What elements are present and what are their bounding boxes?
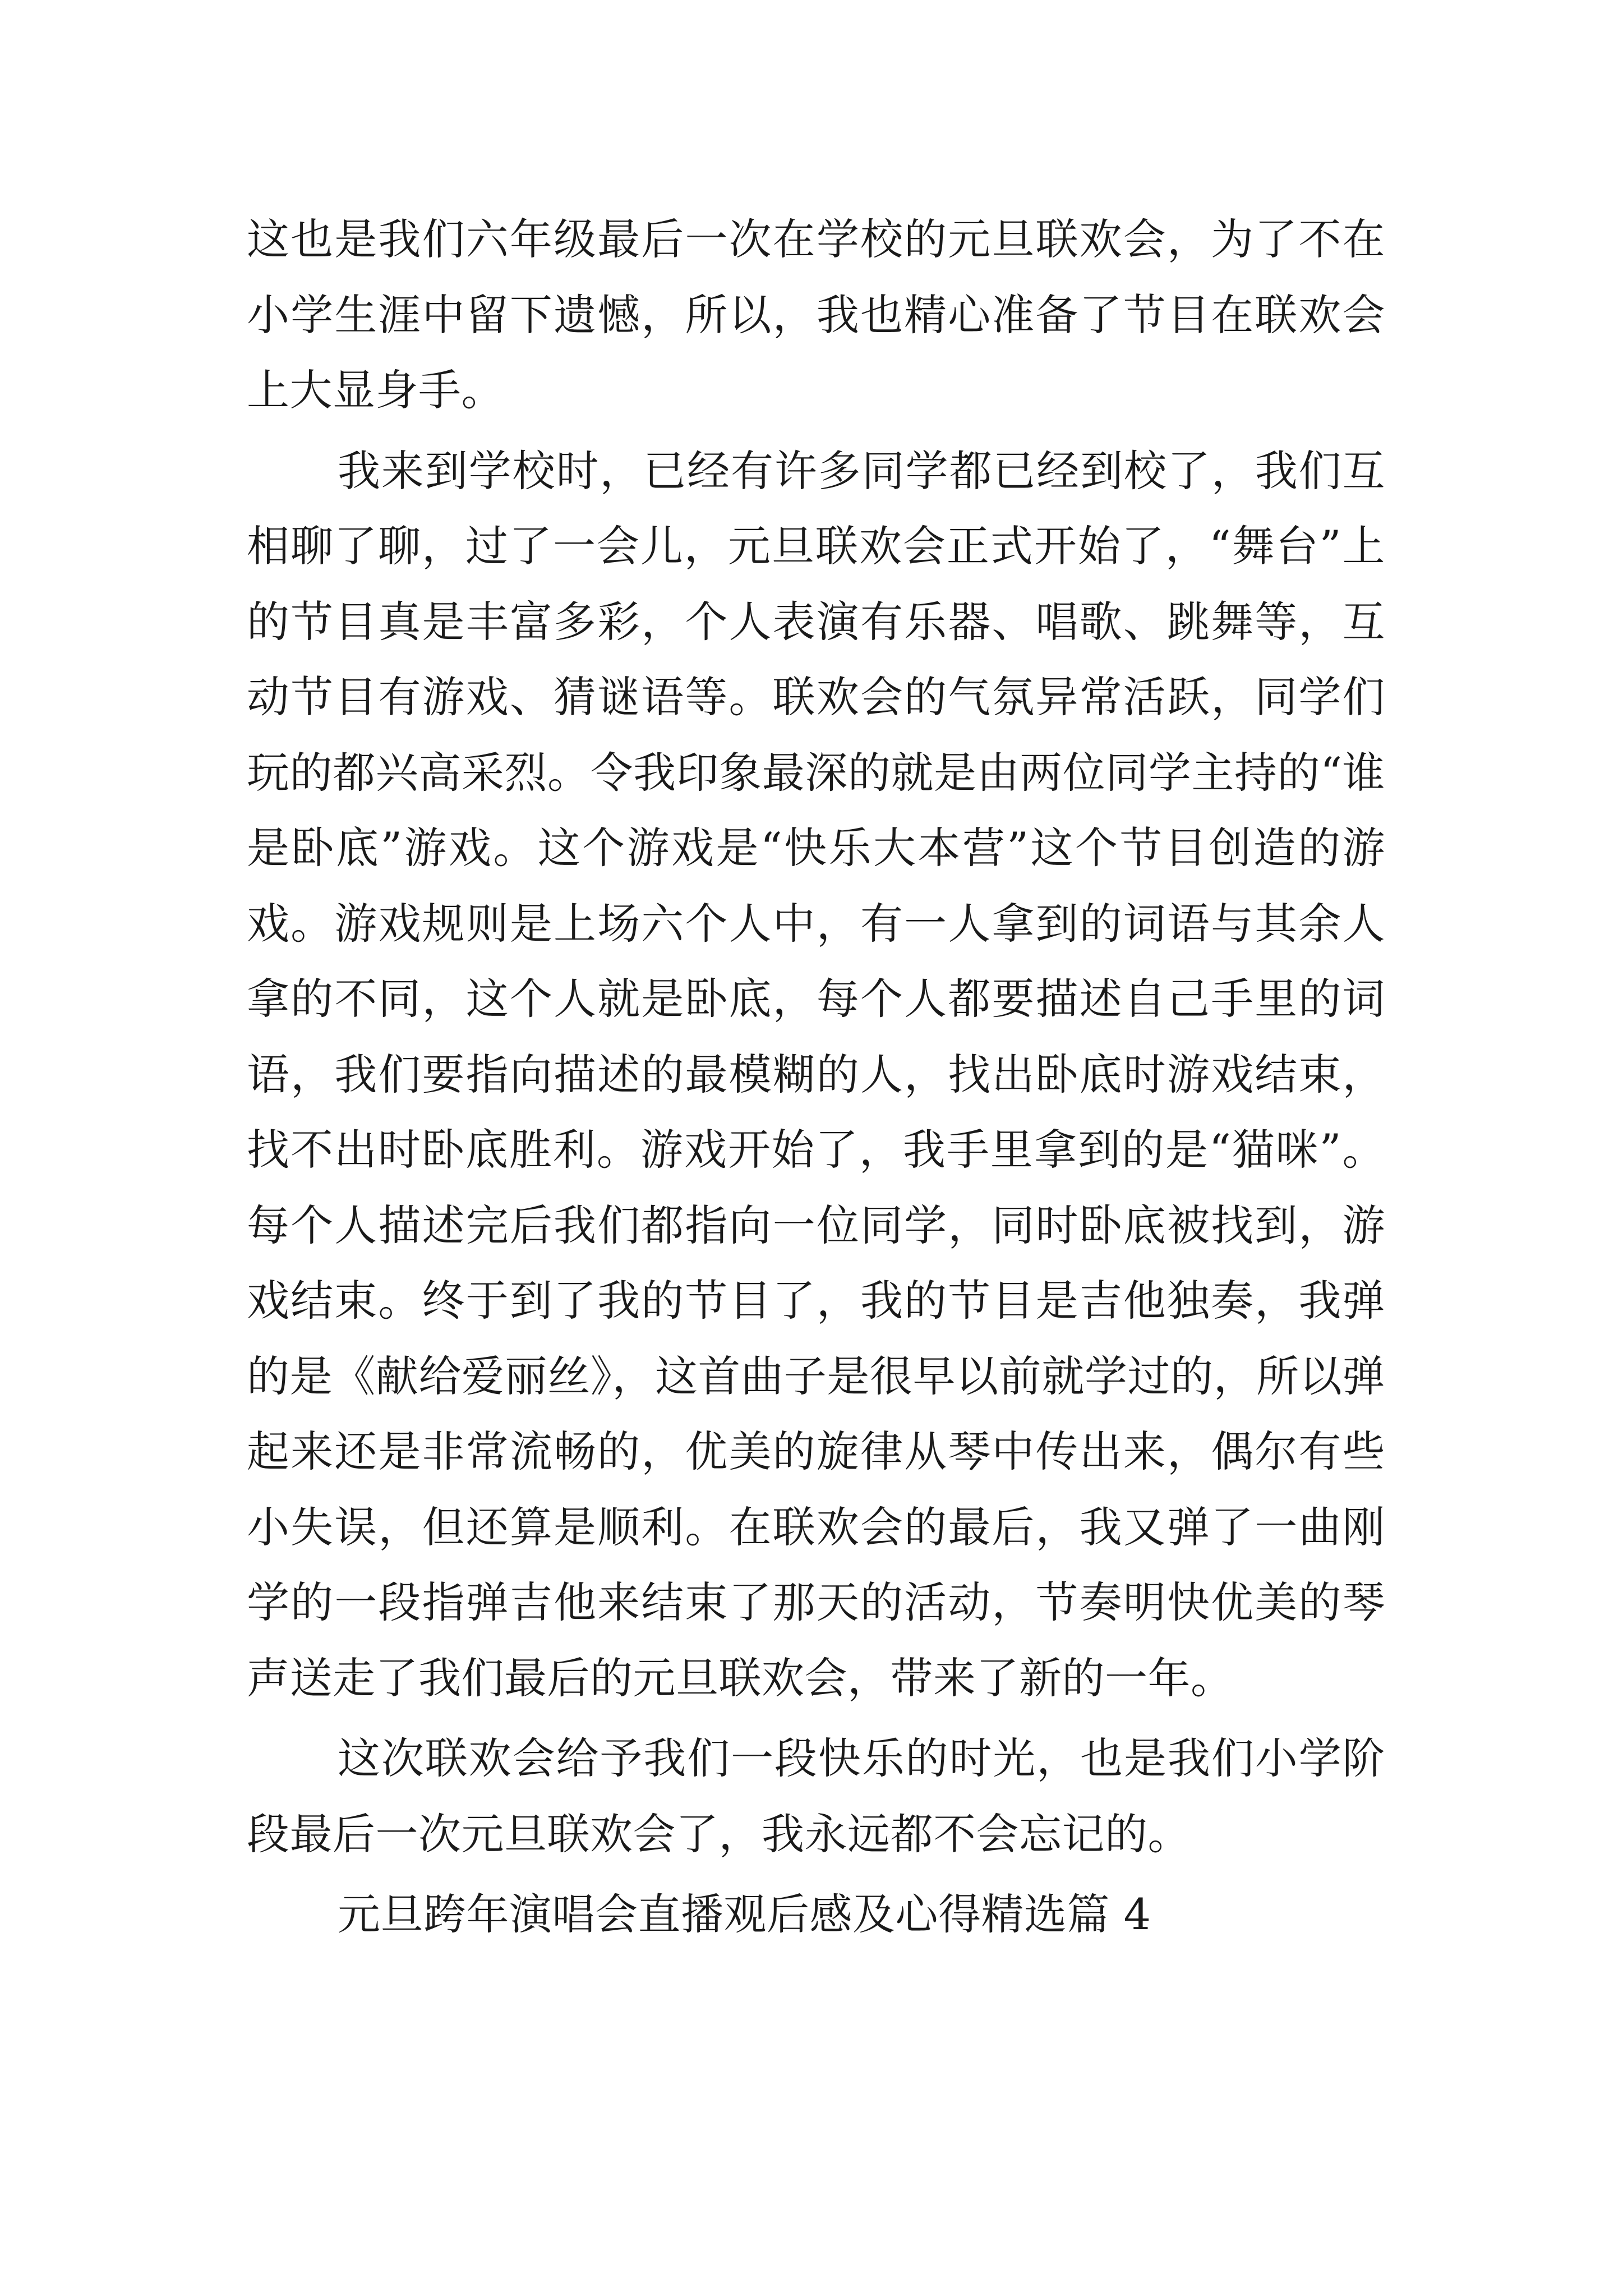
paragraph-3: 这次联欢会给予我们一段快乐的时光，也是我们小学阶段最后一次元旦联欢会了，我永远都不会忘记的。: [247, 1733, 1385, 1859]
paragraph-2: 我来到学校时，已经有许多同学都已经到校了，我们互相聊了聊，过了一会儿，元旦联欢会正式开始了，“舞台”上的节目真是丰富多彩，个人表演有乐器、唱歌、跳舞等，互动节目有游戏、猜谜语等。联欢会的气氛异常活跃，同学们玩的都兴高采烈。令我印象最深的就是由两位同学主持的“谁是卧底”游戏。这个游戏是“快乐大本营”这个节目创造的游戏。游戏规则是上场六个人中，有一人拿到的词语与其余人拿的不同，这个人就是卧底，每个人都要描述自己手里的词语，我们要指向描述的最模糊的人，找出卧底时游戏结束，找不出时卧底胜利。游戏开始了，我手里拿到的是“猫咪”。每个人描述完后我们都指向一位同学，同时卧底被找到，游戏结束。终于到了我的节目了，我的节目是吉他独奏，我弹的是《献给爱丽丝》，这首曲子是很早以前就学过的，所以弹起来还是非常流畅的，优美的旋律从琴中传出来，偶尔有些小失误，但还算是顺利。在联欢会的最后，我又弹了一曲刚学的一段指弹吉他来结束了那天的活动，节奏明快优美的琴声送走了我们最后的元旦联欢会，带来了新的一年。: [247, 445, 1385, 1703]
document-body: [247, 202, 1385, 1953]
paragraph-1: 这也是我们六年级最后一次在学校的元旦联欢会，为了不在小学生涯中留下遗憾，所以，我也精心准备了节目在联欢会上大显身手。: [247, 214, 1385, 415]
section-heading: 元旦跨年演唱会直播观后感及心得精选篇 4: [338, 1889, 1151, 1939]
